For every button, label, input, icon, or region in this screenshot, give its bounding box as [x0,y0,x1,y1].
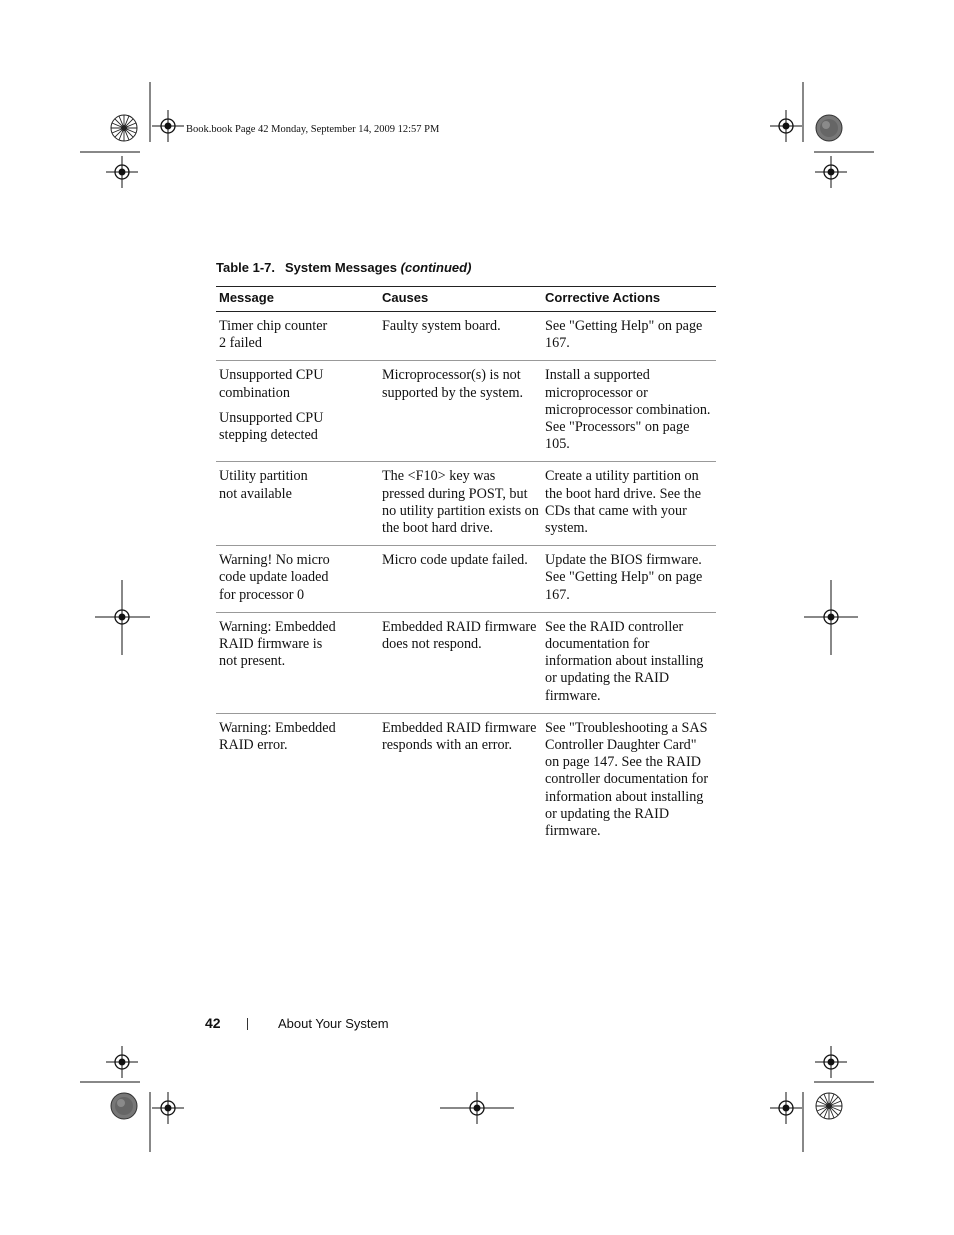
message-line: not available [219,485,292,502]
column-header-actions: Corrective Actions [542,287,716,312]
table-number: Table 1-7. [216,260,276,275]
message-line: Unsupported CPU [219,367,324,384]
message-line: RAID firmware is [219,636,323,653]
actions-cell: See the RAID controller documentation for information about installing or updating the RAID firmware. [542,612,716,713]
message-cell [216,462,379,546]
table-row [216,361,716,462]
message-line: not present. [219,653,286,670]
message-line: stepping detected [219,427,318,444]
message-line: for processor 0 [219,586,305,603]
actions-cell: Update the BIOS firmware. See "Getting Help" on page 167. [542,546,716,613]
causes-cell: Embedded RAID firmware responds with an error. [382,719,537,754]
message-line: RAID error. [219,737,288,754]
message-cell [216,361,379,462]
message-cell [216,612,379,713]
message-line: Utility partition [219,468,308,485]
message-line: combination [219,384,290,401]
table-row [216,546,716,613]
causes-cell: The <F10> key was pressed during POST, but no utility partition exists on the boot hard drive. [379,462,542,546]
message-line: 2 failed [219,335,262,352]
actions-cell: Create a utility partition on the boot hard drive. See the CDs that came with your system. [542,462,716,546]
actions-cell: See "Troubleshooting a SAS Controller Daughter Card" on page 147. See the RAID controller documentation for information about installing or updating the RAID firmware. [545,719,709,840]
print-slug: Book.book Page 42 Monday, September 14, 2009 12:57 PM [186,124,440,135]
causes-cell: Embedded RAID firmware does not respond. [379,612,542,713]
table-row [216,462,716,546]
message-cell [216,312,379,361]
causes-cell: Faulty system board. [379,312,542,361]
table-header-row [216,287,716,312]
footer-section-title: About Your System [278,1016,389,1031]
table-row [216,713,716,848]
message-cell [216,546,379,613]
message-line: Unsupported CPU [219,409,324,426]
actions-cell: Install a supported microprocessor or microprocessor combination. See "Processors" on page 105. [542,361,716,462]
message-cell [216,713,379,848]
system-messages-table [216,286,716,848]
footer-divider [247,1018,248,1030]
column-header-message: Message [216,287,379,312]
table-caption [216,260,471,275]
causes-cell: Micro code update failed. [379,546,542,613]
table-row [216,612,716,713]
table-title: System Messages [285,260,398,275]
column-header-causes: Causes [379,287,542,312]
message-line: Timer chip counter [219,318,328,334]
actions-cell: See "Getting Help" on page 167. [542,312,716,361]
message-line: Warning: Embedded [219,719,336,736]
message-line: Warning! No micro [219,552,330,569]
causes-cell: Microprocessor(s) is not supported by the system. [379,361,542,462]
message-line: code update loaded [219,569,329,586]
table-continued-label: (continued) [400,260,472,275]
message-line: Warning: Embedded [219,618,336,635]
table-row [216,312,716,361]
page-number: 42 [205,1015,221,1031]
